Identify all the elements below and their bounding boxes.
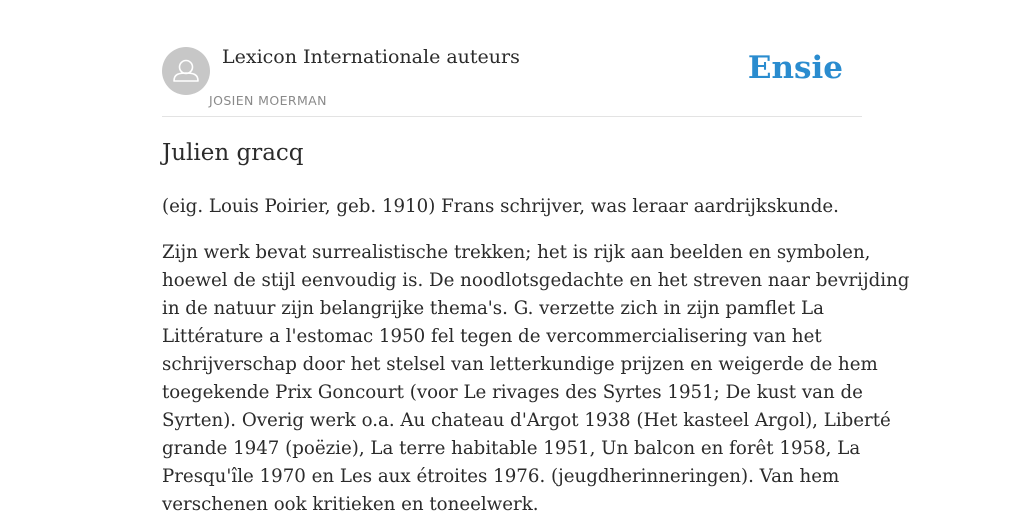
user-icon (162, 47, 210, 95)
intro-paragraph: (eig. Louis Poirier, geb. 1910) Frans schrijver, was leraar aardrijkskunde. (162, 196, 839, 217)
body-line: Littérature a l'estomac 1950 fel tegen de vercommercialisering van het (162, 326, 822, 347)
article-page (162, 0, 910, 515)
ensie-logo[interactable]: Ensie (747, 50, 843, 86)
source-title-link[interactable]: Lexicon Internationale auteurs (222, 46, 520, 68)
author-avatar[interactable] (162, 47, 210, 95)
body-line: Syrten). Overig werk o.a. Au chateau d'Argot 1938 (Het kasteel Argol), Liberté (162, 410, 891, 431)
body-line: grande 1947 (poëzie), La terre habitable 1951, Un balcon en forêt 1958, La (162, 438, 861, 459)
body-line: verschenen ook kritieken en toneelwerk. (162, 494, 539, 515)
article-header (162, 0, 862, 117)
body-line: Presqu'île 1970 en Les aux étroites 1976. (jeugdherinneringen). Van hem (162, 466, 840, 487)
body-line: in de natuur zijn belangrijke thema's. G. verzette zich in zijn pamflet La (162, 298, 824, 319)
page-title: Julien gracq (162, 140, 304, 166)
body-paragraph (162, 239, 910, 519)
body-line: schrijverschap door het stelsel van letterkundige prijzen en weigerde de hem (162, 354, 878, 375)
author-name[interactable]: JOSIEN MOERMAN (209, 93, 327, 108)
body-line: Zijn werk bevat surrealistische trekken; het is rijk aan beelden en symbolen, (162, 242, 871, 263)
body-line: toegekende Prix Goncourt (voor Le rivages des Syrtes 1951; De kust van de (162, 382, 863, 403)
body-line: hoewel de stijl eenvoudig is. De noodlotsgedachte en het streven naar bevrijding (162, 270, 910, 291)
